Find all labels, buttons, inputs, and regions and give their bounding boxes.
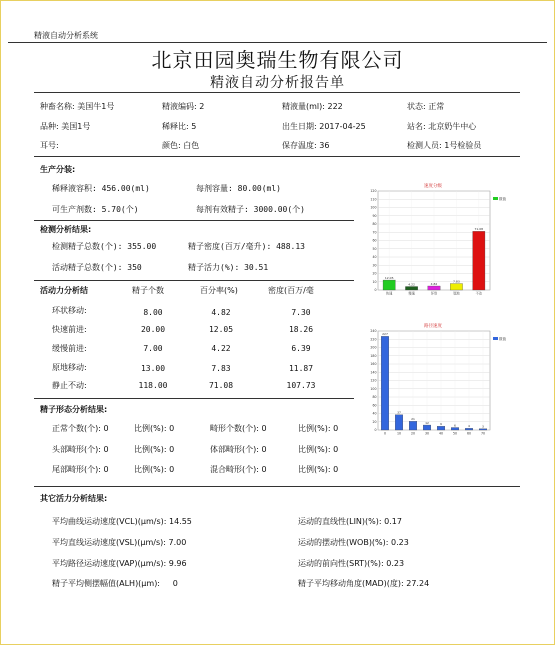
bar-value-label: 4.22 (408, 282, 415, 287)
info-status: 状态: 正常 (407, 102, 445, 111)
motility-rule (34, 398, 354, 399)
x-tick-label: 10 (396, 431, 402, 436)
bar-value-label: 3 (482, 424, 484, 429)
chart-title: 速度分级 (424, 184, 442, 189)
morphology-rule (34, 486, 520, 487)
bar-value-label: 71.08 (474, 227, 484, 232)
bar-value-label: 21 (411, 417, 415, 422)
y-tick-label: 240 (370, 329, 377, 334)
info-semen-volume: 精液量(ml): 222 (282, 102, 343, 111)
y-tick-label: 200 (370, 345, 377, 350)
motility-row-count: 8.00 (143, 308, 163, 317)
morphology-cell: 混合畸形(个): 0 (210, 465, 267, 474)
morphology-cell: 畸形个数(个): 0 (210, 424, 267, 433)
motility-col-count: 精子个数 (132, 286, 164, 295)
chart-title: 路径速度 (424, 324, 442, 329)
bar-value-label: 4 (468, 424, 470, 429)
y-tick-label: 90 (372, 213, 377, 218)
y-tick-label: 20 (372, 419, 377, 424)
x-tick-label: 50 (452, 431, 458, 436)
y-tick-label: 20 (372, 271, 377, 276)
other-metric: 平均直线运动速度(VSL)(μm/s): 7.00 (52, 538, 187, 547)
other-metric: 运动的摆动性(WOB)(%): 0.23 (298, 538, 409, 547)
y-tick-label: 100 (370, 386, 377, 391)
motility-row-label: 原地移动: (52, 363, 87, 372)
x-tick-label: 20 (410, 431, 416, 436)
info-station: 站名: 北京奶牛中心 (407, 122, 477, 131)
bar (423, 425, 431, 430)
bar (437, 426, 445, 430)
bar-value-label: 4.82 (430, 281, 438, 286)
motility-row-percent: 12.05 (208, 325, 234, 334)
bar (409, 421, 417, 430)
motility-row-label: 缓慢前进: (52, 344, 87, 353)
motility-row-count: 7.00 (143, 344, 163, 353)
dilution-volume: 稀释液容积: 456.00(ml) (52, 184, 150, 193)
y-tick-label: 180 (370, 353, 377, 358)
bar (473, 231, 485, 290)
motility-row-density: 107.73 (286, 381, 316, 390)
info-breed: 品种: 美国1号 (40, 122, 91, 131)
motility-row-label: 静止不动: (52, 381, 87, 390)
other-heading: 其它活力分析结果: (40, 494, 108, 503)
dose-count: 可生产剂数: 5.70(个) (52, 205, 139, 214)
system-name: 精液自动分析系统 (34, 31, 98, 40)
title-rule (34, 92, 520, 93)
y-tick-label: 120 (370, 189, 377, 194)
y-tick-label: 60 (372, 238, 377, 243)
morphology-cell: 比例(%): 0 (134, 445, 175, 454)
info-storage-temp: 保存温度: 36 (282, 141, 330, 150)
bar-value-label: 6 (454, 423, 456, 428)
motility-row-density: 11.87 (288, 364, 314, 373)
bar-value-label: 12 (425, 420, 429, 425)
morphology-cell: 头部畸形(个): 0 (52, 445, 109, 454)
speed-grade-chart (364, 180, 514, 302)
other-metric: 运动的直线性(LIN)(%): 0.17 (298, 517, 402, 526)
dose-volume: 每剂容量: 80.00(ml) (196, 184, 281, 193)
total-sperm: 检测精子总数(个): 355.00 (52, 242, 157, 251)
x-tick-label: 不动 (475, 291, 482, 296)
motility-col-density: 密度(百万/毫 (268, 286, 314, 295)
info-color: 颜色: 白色 (162, 141, 200, 150)
other-metric: 精子平均移动角度(MAD)(度): 27.24 (298, 579, 430, 588)
motility-row-percent: 7.83 (211, 364, 231, 373)
info-inspector: 检测人员: 1号检验员 (407, 141, 482, 150)
x-tick-label: 原地 (453, 291, 460, 296)
detection-rule (34, 280, 354, 281)
bar (451, 428, 459, 430)
info-birth-date: 出生日期: 2017-04-25 (282, 122, 366, 131)
info-semen-code: 精液编码: 2 (162, 102, 205, 111)
y-tick-label: 50 (372, 246, 377, 251)
info-rule (34, 156, 520, 157)
other-metric: 运动的前向性(SRT)(%): 0.23 (298, 559, 405, 568)
bar (395, 415, 403, 430)
legend-swatch (493, 337, 498, 340)
y-tick-label: 160 (370, 362, 377, 367)
morphology-cell: 比例(%): 0 (298, 445, 339, 454)
info-ear-tag: 耳号: (40, 141, 59, 150)
motility-col-percent: 百分率(%) (200, 286, 238, 295)
bar (428, 286, 440, 290)
y-tick-label: 110 (370, 197, 377, 202)
bar (450, 284, 462, 290)
y-tick-label: 100 (370, 205, 377, 210)
path-velocity-chart (364, 320, 514, 442)
x-tick-label: 环形 (430, 291, 438, 296)
morphology-heading: 精子形态分析结果: (40, 405, 108, 414)
y-tick-label: 40 (372, 411, 377, 416)
top-rule (8, 42, 547, 43)
motility-row-density: 18.26 (288, 325, 314, 334)
production-heading: 生产分装: (40, 165, 76, 174)
morphology-cell: 比例(%): 0 (134, 424, 175, 433)
y-tick-label: 10 (372, 279, 377, 284)
motility-row-count: 20.00 (140, 325, 166, 334)
info-breed-name: 种畜名称: 美国牛1号 (40, 102, 115, 111)
y-tick-label: 80 (372, 222, 377, 227)
y-tick-label: 70 (372, 230, 377, 235)
report-subtitle: 精液自动分析报告单 (210, 75, 345, 91)
bar (465, 428, 473, 430)
legend-label: 数值 (499, 197, 506, 201)
active-sperm-total: 活动精子总数(个): 350 (52, 263, 142, 272)
info-dilution-ratio: 稀释比: 5 (162, 122, 197, 131)
legend-swatch (493, 197, 498, 200)
x-tick-label: 慢速 (408, 291, 415, 296)
y-tick-label: 0 (374, 428, 377, 433)
legend-label: 数值 (499, 337, 506, 341)
bar-value-label: 9 (440, 422, 442, 427)
bar-value-label: 12.05 (384, 275, 394, 280)
morphology-cell: 体部畸形(个): 0 (210, 445, 267, 454)
motility-row-percent: 71.08 (208, 381, 234, 390)
morphology-cell: 正常个数(个): 0 (52, 424, 109, 433)
motility-row-label: 快速前进: (52, 325, 87, 334)
x-tick-label: 40 (438, 431, 444, 436)
y-tick-label: 220 (370, 337, 377, 342)
motility-row-density: 6.39 (291, 344, 311, 353)
motility-row-percent: 4.22 (211, 344, 231, 353)
detection-heading: 检测分析结果: (40, 225, 92, 234)
x-tick-label: 60 (466, 431, 472, 436)
bar (383, 280, 395, 290)
bar-value-label: 37 (397, 410, 401, 415)
other-metric: 平均路径运动速度(VAP)(μm/s): 9.96 (52, 559, 187, 568)
sperm-density: 精子密度(百万/毫升): 488.13 (188, 242, 305, 251)
morphology-cell: 比例(%): 0 (134, 465, 175, 474)
production-rule (34, 220, 354, 221)
y-tick-label: 60 (372, 403, 377, 408)
motility-row-count: 13.00 (140, 364, 166, 373)
motility-heading: 活动力分析结 (40, 286, 88, 295)
x-tick-label: 0 (383, 431, 387, 436)
motility-row-percent: 4.82 (211, 308, 231, 317)
y-tick-label: 140 (370, 370, 377, 375)
bar (479, 429, 487, 430)
motility-row-density: 7.30 (291, 308, 311, 317)
motility-row-count: 118.00 (138, 381, 168, 390)
x-tick-label: 30 (424, 431, 430, 436)
morphology-cell: 比例(%): 0 (298, 424, 339, 433)
effective-per-dose: 每剂有效精子: 3000.00(个) (196, 205, 305, 214)
y-tick-label: 40 (372, 255, 377, 260)
y-tick-label: 120 (370, 378, 377, 383)
y-tick-label: 0 (374, 288, 377, 293)
morphology-cell: 尾部畸形(个): 0 (52, 465, 109, 474)
other-metric: 平均曲线运动速度(VCL)(μm/s): 14.55 (52, 517, 192, 526)
x-tick-label: 快速 (386, 291, 393, 296)
bar-value-label: 7.83 (453, 279, 460, 284)
bar-value-label: 227 (382, 332, 388, 337)
motility-row-label: 环状移动: (52, 306, 87, 315)
other-metric: 精子平均侧摆幅值(ALH)(μm): 0 (52, 579, 178, 588)
x-tick-label: 70 (480, 431, 486, 436)
y-tick-label: 30 (372, 263, 377, 268)
y-tick-label: 80 (372, 395, 377, 400)
sperm-vitality: 精子活力(%): 30.51 (188, 263, 269, 272)
morphology-cell: 比例(%): 0 (298, 465, 339, 474)
bar (405, 287, 417, 290)
bar (381, 336, 389, 430)
report-title: 北京田园奥瑞生物有限公司 (151, 48, 404, 72)
